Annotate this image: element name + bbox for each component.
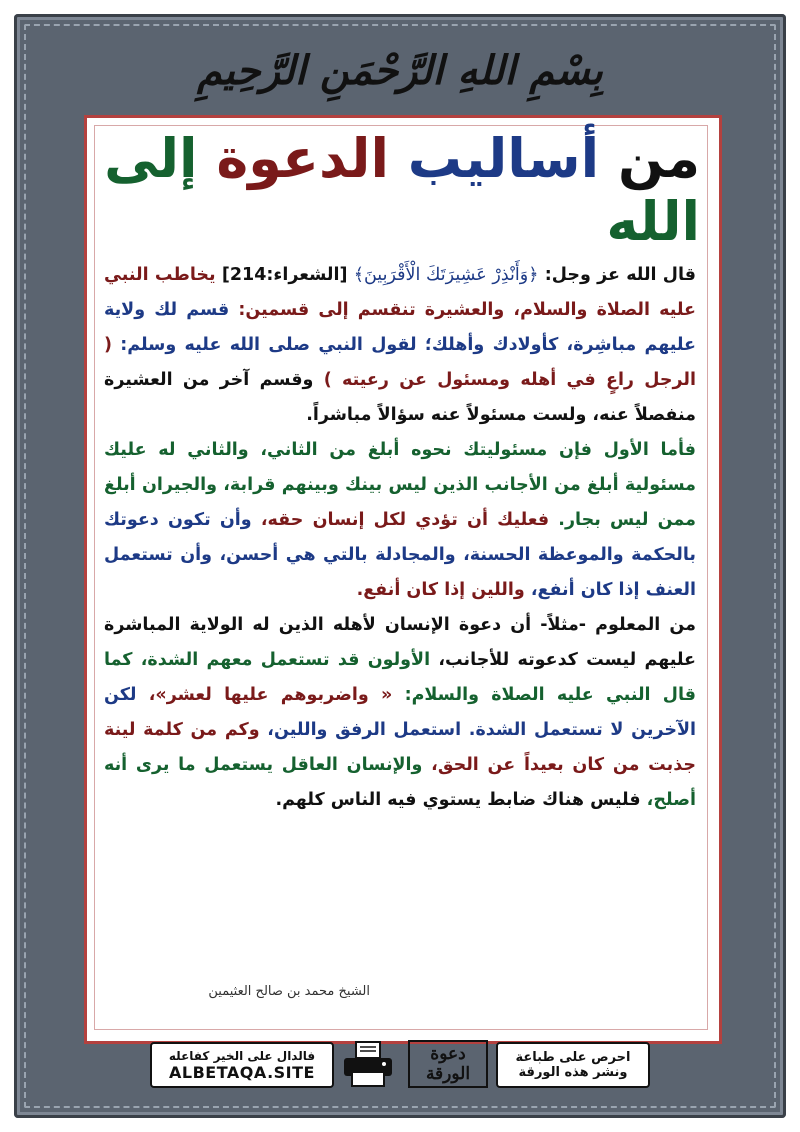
paragraph-2 (104, 433, 696, 608)
dawah-logo (408, 1040, 488, 1088)
quran-verse: ﴿وَأَنْذِرْ عَشِيرَتَكَ الْأَقْرَبِينَ﴾ (353, 265, 539, 285)
footer-slogan: فالدال على الخير كفاعله (168, 1048, 316, 1063)
title-word-2: أساليب (407, 127, 600, 190)
p1-intro: قال الله عز وجل: (538, 265, 696, 285)
paragraph-3 (104, 608, 696, 818)
author-attribution: الشيخ محمد بن صالح العثيمين (208, 984, 370, 999)
title-word-4: إلى الله (104, 127, 700, 253)
p2-part-d: واللين إذا كان أنفع. (356, 580, 525, 600)
p3-part-c: لكن الآخرين لا تستعمل الشدة. استعمل الرفق واللين، (104, 685, 696, 740)
basmala-calligraphy: بِسْمِ اللهِ الرَّحْمَنِ الرَّحِيمِ (197, 46, 603, 94)
p1-line-2: يخاطب النبي عليه الصلاة والسلام، والعشيرة تنقسم إلى قسمين: (104, 265, 696, 320)
paragraph-1 (104, 258, 696, 433)
print-reminder-line-1: احرص على طباعة (515, 1050, 631, 1065)
article-body (104, 258, 696, 818)
p2-part-a: فأما الأول فإن مسئوليتك نحوه أبلغ من الثاني، والثاني له عليك مسئولية أبلغ من الأجانب الذين ليس بينك وبينهم قرابة، والجيران أبلغ ممن ليس بجار. (104, 440, 696, 530)
title-word-1: من (617, 127, 700, 190)
p1-line-3: قسم لك ولاية عليهم مباشِرة، كأولادك وأهلك؛ لقول النبي صلى الله عليه وسلم: (104, 300, 696, 355)
basmala-header (0, 30, 800, 110)
p3-part-a: من المعلوم -مثلاً- أن دعوة الإنسان لأهله الذين له الولاية المباشرة عليهم ليست كدعوته للأجانب، (104, 615, 696, 670)
title-text (100, 127, 700, 253)
footer-bar (150, 1040, 650, 1090)
p3-part-d: وكم من كلمة لينة جذبت من كان بعيداً عن الحق، (104, 720, 696, 775)
hadith-2: « واضربوهم عليها لعشر»، (136, 685, 393, 705)
website-box (150, 1042, 334, 1088)
p3-part-b: الأولون قد تستعمل معهم الشدة، كما قال النبي عليه الصلاة والسلام: (104, 650, 696, 705)
logo-line-1: دعوة (430, 1044, 466, 1064)
printer-icon (338, 1040, 398, 1088)
print-reminder-line-2: ونشر هذه الورقة (518, 1065, 628, 1080)
p1-line-4: وقسم آخر من العشيرة منفصلاً عنه، ولست مسئولاً عنه سؤالاً مباشراً. (104, 370, 696, 425)
title-word-3: الدعوة (216, 127, 389, 190)
verse-reference: [الشعراء:214] (221, 265, 354, 285)
website-link[interactable]: ALBETAQA.SITE (169, 1062, 315, 1082)
logo-line-2: الورقة (425, 1064, 471, 1084)
p3-part-e: والإنسان العاقل يستعمل ما يرى أنه أصلح، (104, 755, 696, 810)
print-reminder-box (496, 1042, 650, 1088)
page-title (100, 127, 700, 253)
p2-part-c: وأن تكون دعوتك بالحكمة والموعظة الحسنة، والمجادلة بالتي هي أحسن، وأن تستعمل العنف إذا كان أنفع، (104, 510, 696, 600)
hadith-1: ( الرجل راعٍ في أهله ومسئول عن رعيته ) (104, 335, 696, 390)
p2-part-b: فعليك أن تؤدي لكل إنسان حقه، (251, 510, 550, 530)
p3-part-f: فليس هناك ضابط يستوي فيه الناس كلهم. (275, 790, 641, 810)
